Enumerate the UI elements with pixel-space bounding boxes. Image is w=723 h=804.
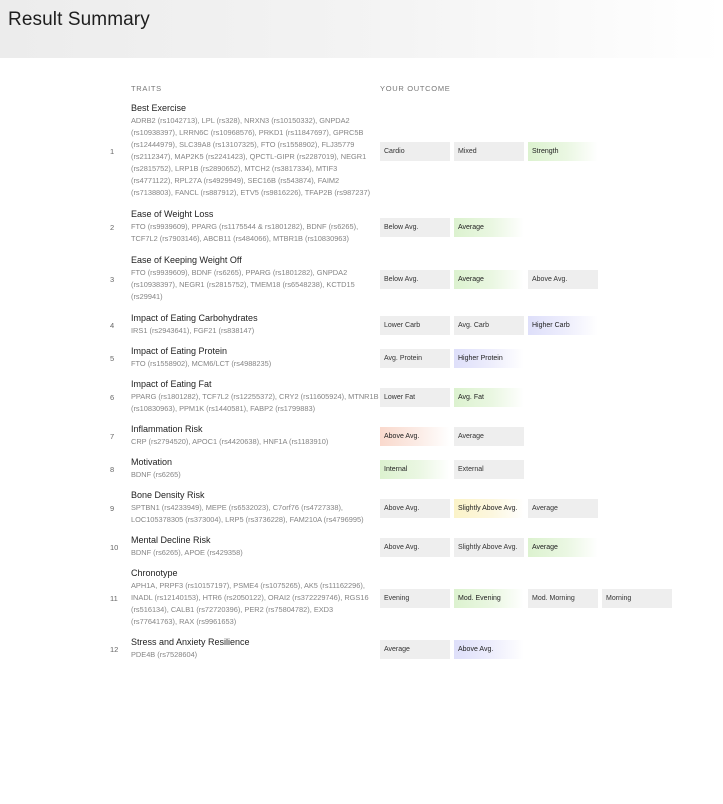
trait-cell [131,252,380,306]
outcome-option-selected: Above Avg. [454,640,524,659]
column-header-traits: TRAITS [131,84,162,93]
table-row [106,100,706,202]
outcome-option-selected: Higher Carb [528,316,598,335]
outcome-option: Below Avg. [380,218,450,237]
outcome-option-selected: Slightly Above Avg. [454,499,524,518]
outcome-option: Slightly Above Avg. [454,538,524,557]
trait-cell [131,343,380,373]
outcome-option: Above Avg. [528,270,598,289]
outcome-option: Above Avg. [380,499,450,518]
row-number: 6 [110,392,115,402]
trait-title: Chronotype [131,568,178,578]
table-row [106,376,706,418]
table-row [106,421,706,451]
table-row [106,252,706,306]
trait-cell [131,634,380,664]
trait-title: Impact of Eating Carbohydrates [131,313,258,323]
page-header [0,0,723,58]
row-number: 5 [110,353,115,363]
outcome-option-selected: Average [454,270,524,289]
outcome-options [380,316,598,335]
trait-title: Inflammation Risk [131,424,203,434]
row-number: 10 [110,542,119,552]
result-summary-table [106,58,706,664]
trait-genes: BDNF (rs6265), APOE (rs429358) [131,548,243,557]
row-number: 2 [110,222,115,232]
outcome-options [380,349,524,368]
trait-cell [131,206,380,248]
trait-cell [131,532,380,562]
row-number: 9 [110,503,115,513]
row-number: 8 [110,464,115,474]
table-row [106,343,706,373]
trait-title: Impact of Eating Protein [131,346,228,356]
trait-genes: ADRB2 (rs1042713), LPL (rs328), NRXN3 (rs10150332), GNPDA2 (rs10938397), LRRN6C (rs10968576), PRKD1 (rs11847697), GPRC5B (rs12444979), SLC39A8 (rs13107325), FTO (rs1558902), FLJ35779 (rs2112347), MAP2K5 (rs2241423), QPCTL-GIPR (rs2287019), NEGR1 (rs2815752), LRP1B (rs2890652), MTCH2 (rs3817334), MTIF3 (rs4771122), RPL27A (rs4929949), SEC16B (rs543874), FAIM2 (rs7138803), FANCL (rs887912), ETV5 (rs9816226), TFAP2B (rs987237) [131,116,371,197]
outcome-option: Below Avg. [380,270,450,289]
outcome-options [380,538,598,557]
row-number: 3 [110,274,115,284]
trait-cell [131,454,380,484]
outcome-option-selected: Higher Protein [454,349,524,368]
trait-title: Motivation [131,457,173,467]
trait-title: Ease of Keeping Weight Off [131,255,242,265]
outcome-option-selected: Strength [528,142,598,161]
outcome-options [380,427,524,446]
outcome-options [380,460,524,479]
row-number: 4 [110,320,115,330]
trait-cell [131,310,380,340]
trait-cell [131,565,380,631]
trait-cell [131,100,380,202]
trait-title: Mental Decline Risk [131,535,211,545]
table-row [106,206,706,248]
outcome-option: Average [380,640,450,659]
trait-title: Ease of Weight Loss [131,209,214,219]
trait-title: Best Exercise [131,103,187,113]
table-row [106,454,706,484]
trait-cell [131,376,380,418]
trait-title: Bone Density Risk [131,490,205,500]
table-row [106,565,706,631]
outcome-option-selected: Avg. Fat [454,388,524,407]
outcome-option: Lower Fat [380,388,450,407]
outcome-option: Average [528,499,598,518]
outcome-option: Evening [380,589,450,608]
trait-genes: FTO (rs9939609), PPARG (rs1175544 & rs1801282), BDNF (rs6265), TCF7L2 (rs7903146), ABCB11 (rs484066), MTBR1B (rs10830963) [131,222,359,243]
table-header [106,58,706,100]
trait-cell [131,421,380,451]
column-header-outcome: YOUR OUTCOME [380,84,451,93]
outcome-option: Above Avg. [380,538,450,557]
trait-title: Stress and Anxiety Resilience [131,637,250,647]
trait-genes: FTO (rs9939609), BDNF (rs6265), PPARG (rs1801282), GNPDA2 (rs10938397), NEGR1 (rs2815752), TMEM18 (rs6548238), KCTD15 (rs29941) [131,268,355,301]
outcome-option: Avg. Carb [454,316,524,335]
outcome-options [380,142,598,161]
outcome-option: External [454,460,524,479]
outcome-option-selected: Average [454,218,524,237]
outcome-option-selected: Internal [380,460,450,479]
trait-genes: CRP (rs2794520), APOC1 (rs4420638), HNF1A (rs1183910) [131,437,329,446]
table-row [106,310,706,340]
outcome-options [380,270,598,289]
outcome-option-selected: Average [528,538,598,557]
outcome-options [380,499,598,518]
outcome-option: Morning [602,589,672,608]
row-number: 7 [110,431,115,441]
outcome-option: Lower Carb [380,316,450,335]
trait-genes: APH1A, PRPF3 (rs10157197), PSME4 (rs1075265), AK5 (rs11162296), INADL (rs12140153), HTR6 (rs2050122), ORAI2 (rs372229746), RGS16 (rs516134), CALB1 (rs72720396), PER2 (rs75804782), EXD3 (rs77641763), RAX (rs9961653) [131,581,369,626]
outcome-options [380,218,524,237]
table-row [106,634,706,664]
outcome-options [380,388,524,407]
trait-genes: SPTBN1 (rs4233949), MEPE (rs6532023), C7orf76 (rs4727338), LOC105378305 (rs373004), LRP5 (rs3736228), FAM210A (rs4796995) [131,503,364,524]
row-number: 11 [110,593,118,603]
outcome-options [380,589,672,608]
outcome-option: Average [454,427,524,446]
outcome-option: Mod. Morning [528,589,598,608]
outcome-option: Avg. Protein [380,349,450,368]
outcome-option-selected: Above Avg. [380,427,450,446]
outcome-option: Mixed [454,142,524,161]
row-number: 1 [110,146,115,156]
outcome-option-selected: Mod. Evening [454,589,524,608]
trait-genes: PPARG (rs1801282), TCF7L2 (rs12255372), CRY2 (rs11605924), MTNR1B (rs10830963), PPM1K (rs1440581), FABP2 (rs1799883) [131,392,379,413]
table-row [106,532,706,562]
outcome-option: Cardio [380,142,450,161]
trait-genes: PDE4B (rs7528604) [131,650,198,659]
trait-genes: FTO (rs1558902), MCM6/LCT (rs4988235) [131,359,272,368]
outcome-options [380,640,524,659]
trait-title: Impact of Eating Fat [131,379,212,389]
page-title: Result Summary [8,9,150,30]
trait-genes: BDNF (rs6265) [131,470,181,479]
row-number: 12 [110,644,119,654]
table-body [106,100,706,664]
trait-cell [131,487,380,529]
table-row [106,487,706,529]
trait-genes: IRS1 (rs2943641), FGF21 (rs838147) [131,326,255,335]
